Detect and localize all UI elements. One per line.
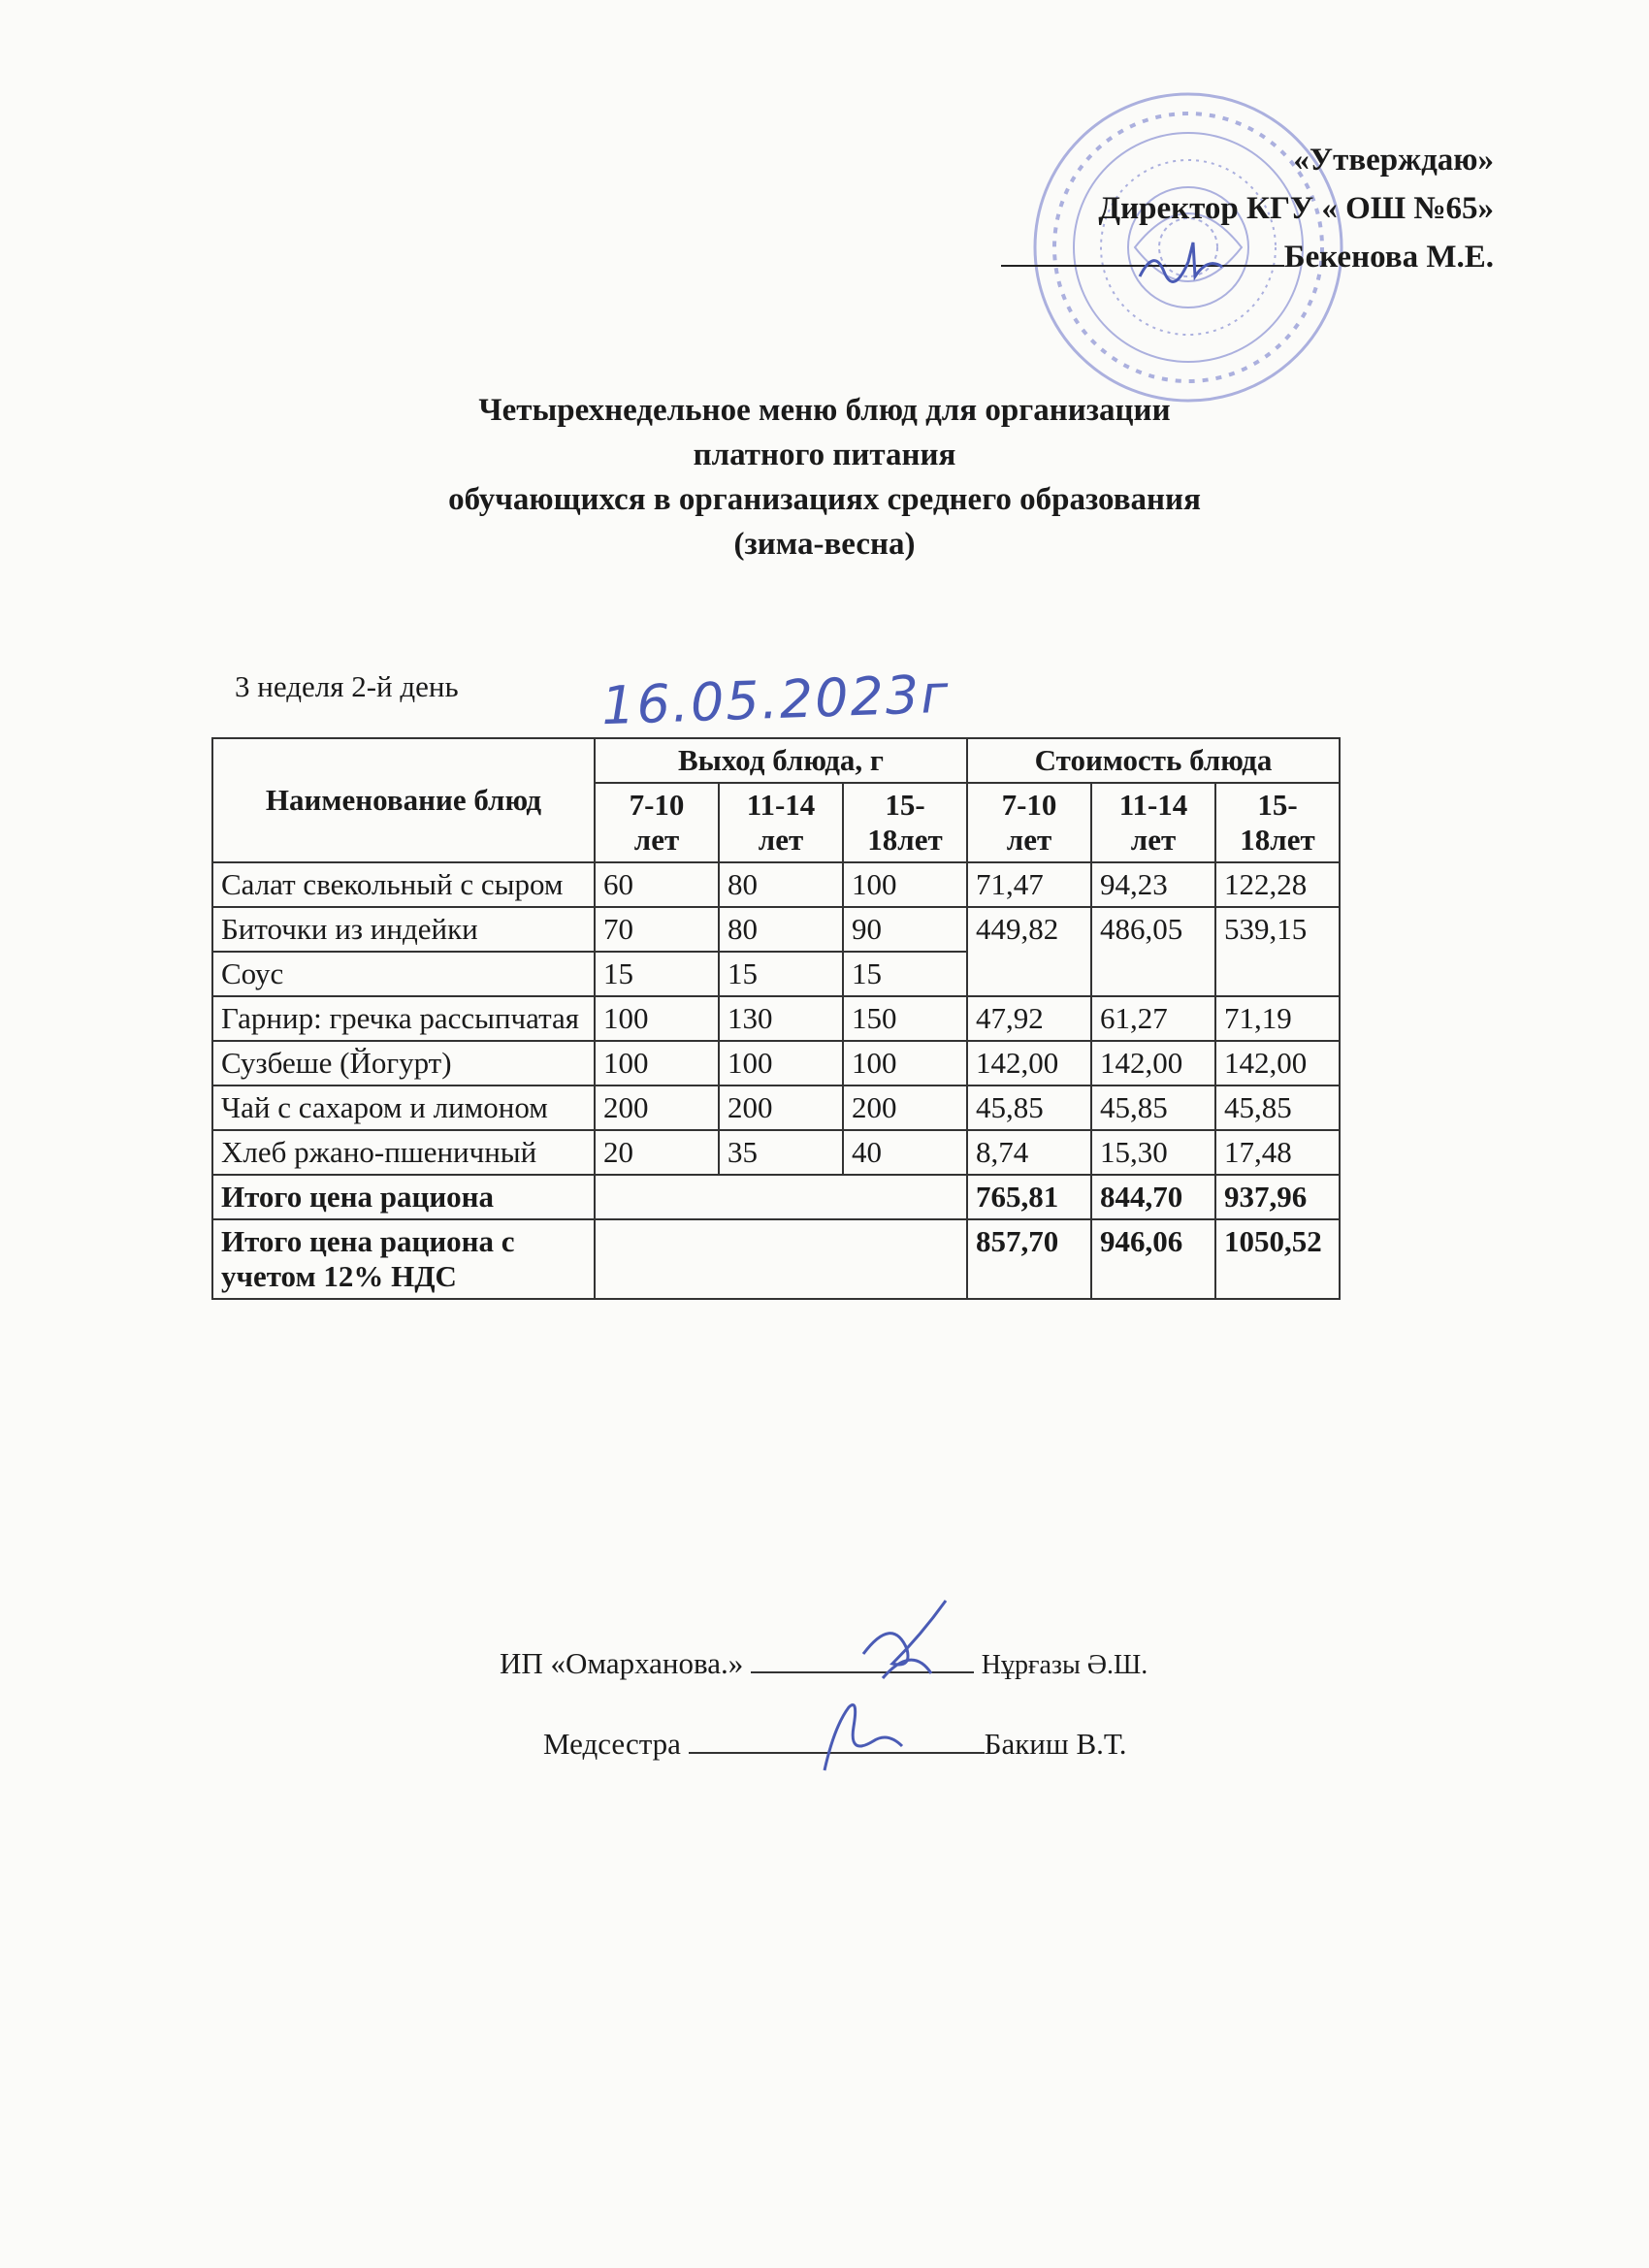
title-line-3: обучающихся в организациях среднего образования	[448, 482, 1201, 517]
cost-cell: 122,28	[1215, 862, 1340, 907]
total-empty-cell	[595, 1219, 967, 1299]
output-cell: 100	[843, 862, 967, 907]
cost-cell: 142,00	[1091, 1041, 1215, 1085]
director-name: Бекенова М.Е.	[1283, 240, 1494, 275]
title-line-1: Четырехнедельное меню блюд для организации	[478, 393, 1171, 428]
approval-heading: «Утверждаю»	[1293, 143, 1494, 178]
output-cell: 15	[843, 952, 967, 996]
output-cell: 35	[719, 1130, 843, 1175]
approval-signatory	[1001, 233, 1494, 281]
dish-name: Сузбеше (Йогурт)	[212, 1041, 595, 1085]
header-cost: Стоимость блюда	[967, 738, 1340, 783]
total-vat-cost-cell: 857,70	[967, 1219, 1091, 1299]
total-label: Итого цена рациона	[212, 1175, 595, 1219]
age-header: 11-14 лет	[1091, 783, 1215, 862]
total-vat-label: Итого цена рациона с учетом 12% НДС	[212, 1219, 595, 1299]
dish-name: Салат свекольный с сыром	[212, 862, 595, 907]
document-title	[0, 388, 1649, 567]
output-cell: 100	[719, 1041, 843, 1085]
dish-name: Биточки из индейки	[212, 907, 595, 952]
age-header: 15-18лет	[1215, 783, 1340, 862]
output-cell: 15	[719, 952, 843, 996]
output-cell: 150	[843, 996, 967, 1041]
output-cell: 200	[719, 1085, 843, 1130]
cost-cell: 45,85	[967, 1085, 1091, 1130]
output-cell: 100	[595, 1041, 719, 1085]
output-cell: 40	[843, 1130, 967, 1175]
total-cost-cell: 844,70	[1091, 1175, 1215, 1219]
cost-cell: 71,19	[1215, 996, 1340, 1041]
output-cell: 60	[595, 862, 719, 907]
output-cell: 80	[719, 907, 843, 952]
output-cell: 90	[843, 907, 967, 952]
dish-name: Соус	[212, 952, 595, 996]
cost-cell: 94,23	[1091, 862, 1215, 907]
table-header-row	[212, 738, 1340, 783]
nurse-label: Медсестра	[543, 1727, 681, 1761]
output-cell: 130	[719, 996, 843, 1041]
total-vat-row	[212, 1219, 1340, 1299]
total-cost-cell: 937,96	[1215, 1175, 1340, 1219]
cost-cell: 539,15	[1215, 907, 1340, 996]
cost-cell: 449,82	[967, 907, 1091, 996]
cost-cell: 142,00	[1215, 1041, 1340, 1085]
total-cost-cell: 765,81	[967, 1175, 1091, 1219]
output-cell: 100	[595, 996, 719, 1041]
output-cell: 80	[719, 862, 843, 907]
cost-cell: 8,74	[967, 1130, 1091, 1175]
cost-cell: 61,27	[1091, 996, 1215, 1041]
dish-name: Чай с сахаром и лимоном	[212, 1085, 595, 1130]
total-empty-cell	[595, 1175, 967, 1219]
output-cell: 70	[595, 907, 719, 952]
title-line-2: платного питания	[693, 437, 956, 472]
cost-cell: 45,85	[1091, 1085, 1215, 1130]
ip-signature-row	[500, 1644, 1148, 1681]
total-vat-cost-cell: 1050,52	[1215, 1219, 1340, 1299]
header-output: Выход блюда, г	[595, 738, 967, 783]
age-header: 15-18лет	[843, 783, 967, 862]
age-header: 11-14 лет	[719, 783, 843, 862]
output-cell: 100	[843, 1041, 967, 1085]
table-row	[212, 996, 1340, 1041]
table-row	[212, 1130, 1340, 1175]
cost-cell: 142,00	[967, 1041, 1091, 1085]
total-vat-cost-cell: 946,06	[1091, 1219, 1215, 1299]
nurse-signature-icon	[805, 1688, 912, 1775]
handwritten-date: 16.05.2023г	[600, 663, 952, 737]
cost-cell: 17,48	[1215, 1130, 1340, 1175]
ip-label: ИП «Омарханова.»	[500, 1646, 744, 1680]
nurse-name: Бакиш В.Т.	[984, 1727, 1127, 1761]
table-row	[212, 907, 1340, 952]
table-row	[212, 1085, 1340, 1130]
dish-name: Хлеб ржано-пшеничный	[212, 1130, 595, 1175]
cost-cell: 486,05	[1091, 907, 1215, 996]
ip-name: Нұрғазы Ә.Ш.	[981, 1650, 1148, 1680]
output-cell: 200	[843, 1085, 967, 1130]
dish-name: Гарнир: гречка рассыпчатая	[212, 996, 595, 1041]
header-dish-name: Наименование блюд	[212, 738, 595, 862]
menu-table	[211, 737, 1341, 1300]
ip-signature-icon	[854, 1596, 960, 1688]
director-signature-icon	[1135, 238, 1232, 286]
output-cell: 15	[595, 952, 719, 996]
output-cell: 20	[595, 1130, 719, 1175]
output-cell: 200	[595, 1085, 719, 1130]
age-header: 7-10 лет	[595, 783, 719, 862]
cost-cell: 71,47	[967, 862, 1091, 907]
approval-block	[1001, 136, 1494, 281]
age-header: 7-10 лет	[967, 783, 1091, 862]
table-row	[212, 862, 1340, 907]
total-row	[212, 1175, 1340, 1219]
cost-cell: 15,30	[1091, 1130, 1215, 1175]
week-label: 3 неделя 2-й день	[235, 669, 459, 703]
cost-cell: 47,92	[967, 996, 1091, 1041]
approval-position: Директор КГУ « ОШ №65»	[1098, 191, 1494, 226]
table-row	[212, 1041, 1340, 1085]
cost-cell: 45,85	[1215, 1085, 1340, 1130]
title-line-4: (зима-весна)	[733, 527, 916, 562]
